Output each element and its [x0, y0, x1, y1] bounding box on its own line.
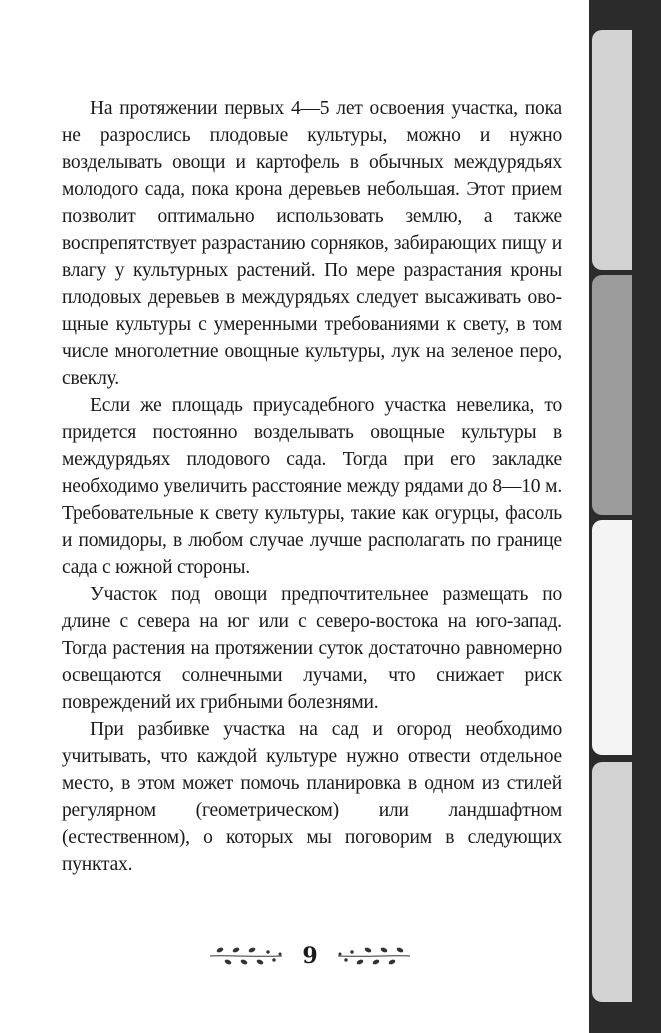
chapter-tab [592, 275, 632, 515]
floral-ornament-icon [334, 941, 414, 971]
floral-ornament-icon [206, 941, 286, 971]
chapter-tab [592, 30, 632, 270]
paragraph: При разбивке участка на сад и огород необходимо учитывать, что каждой культуре нужно отвести отдельное место, в этом может помочь планировка в одном из стилей регулярном (геометрическом) или ландшафтном (естественном), о которых мы поговорим в следующих пунктах. [62, 719, 562, 875]
chapter-tab [592, 762, 632, 1002]
paragraph: На протяжении первых 4—5 лет освоения участка, пока не разрослись плодовые культуры, можно и нужно возделывать овощи и картофель в обычных междурядьях молодого сада, пока крона деревьев небольшая. Этот прием позволит оптимально использовать землю, а также воспрепятствует разрастанию сорняков, забирающих пищу и влагу у культурных растений. По мере разрастания кроны плодовых деревьев в междурядьях следует высаживать овощные культуры с умеренными требованиями к свету, в том числе многолетние овощные культуры, лук на зеленое перо, свеклу. [62, 98, 562, 389]
body-text [62, 95, 562, 878]
page-number: 9 [302, 943, 318, 969]
chapter-tab-strip [589, 0, 661, 1033]
paragraph: Участок под овощи предпочтительнее размещать по длине с севера на юг или с северо-востока на юго-запад. Тогда растения на протяжении суток достаточно равномерно освещаются солнечными лучами, что снижает риск повреждений их грибными болезнями. [62, 584, 562, 713]
paragraph: Если же площадь приусадебного участка невелика, то придется постоянно возделывать овощные культуры в междурядьях плодового сада. Тогда при его закладке необходимо увеличить расстояние между рядами до 8—10 м. Требовательные к свету культуры, такие как огурцы, фасоль и помидоры, в любом случае лучше располагать по границе сада с южной стороны. [62, 395, 562, 578]
page-footer [200, 936, 420, 976]
chapter-tab-active [592, 520, 632, 755]
